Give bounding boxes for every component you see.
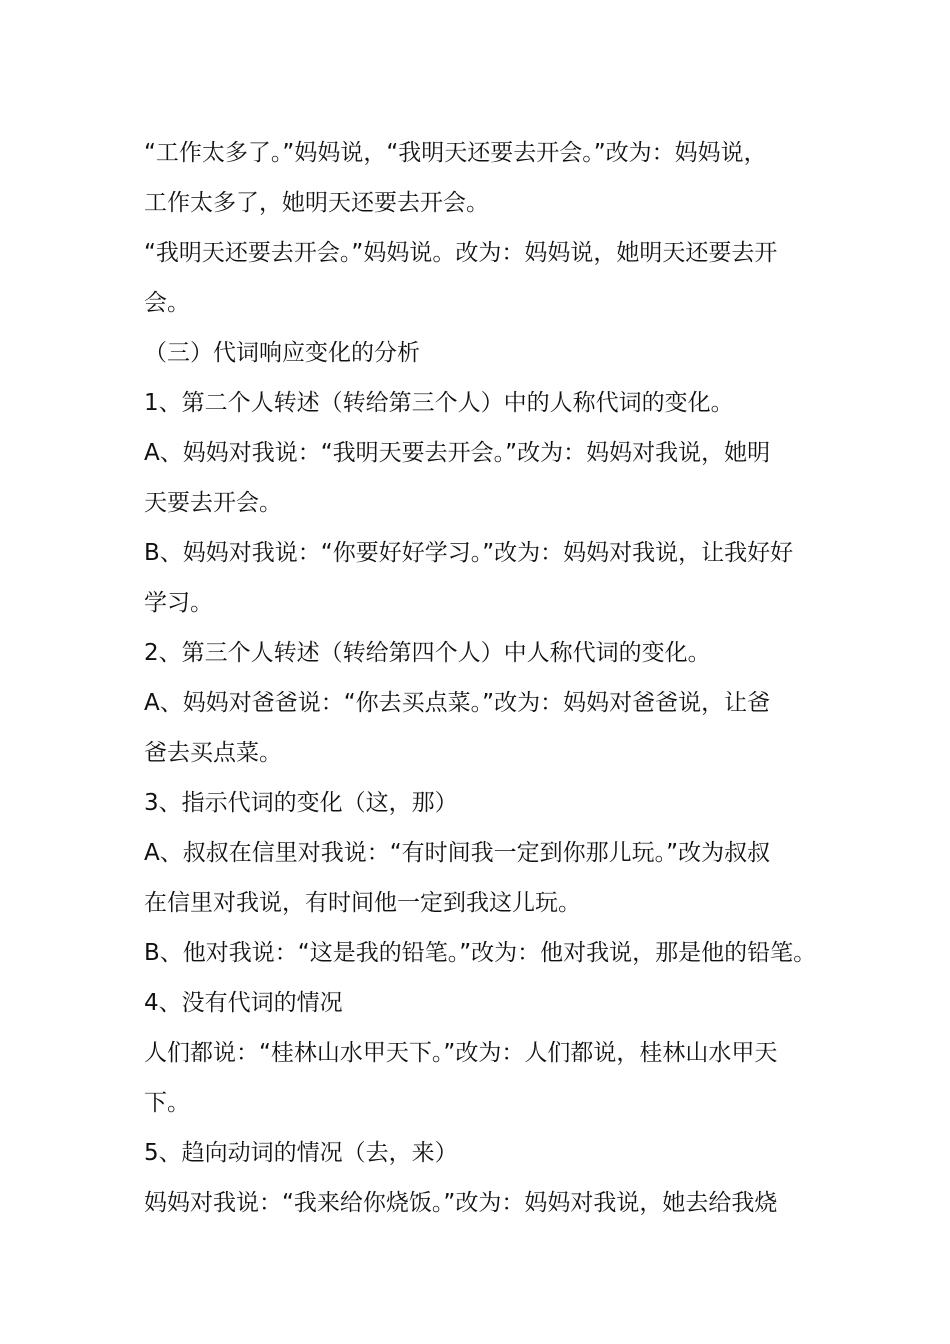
text-line: 4、没有代词的情况 (144, 990, 343, 1016)
text-line: A、叔叔在信里对我说：“有时间我一定到你那儿玩。”改为叔叔 (144, 840, 771, 866)
text-line: 妈妈对我说：“我来给你烧饭。”改为：妈妈对我说，她去给我烧 (144, 1190, 778, 1216)
text-line: A、妈妈对爸爸说：“你去买点菜。”改为：妈妈对爸爸说，让爸 (144, 690, 771, 716)
section-heading: （三）代词响应变化的分析 (144, 340, 420, 366)
text-line: 爸去买点菜。 (144, 740, 282, 766)
text-line: 工作太多了，她明天还要去开会。 (144, 190, 489, 216)
text-line: 学习。 (144, 590, 213, 616)
text-line: “我明天还要去开会。”妈妈说。改为：妈妈说，她明天还要去开 (144, 240, 778, 266)
text-line: 3、指示代词的变化（这，那） (144, 790, 458, 816)
text-line: “工作太多了。”妈妈说，“我明天还要去开会。”改为：妈妈说， (144, 140, 767, 166)
text-line: 会。 (144, 290, 190, 316)
text-line: 人们都说：“桂林山水甲天下。”改为：人们都说，桂林山水甲天 (144, 1040, 778, 1066)
text-line: 5、趋向动词的情况（去，来） (144, 1140, 458, 1166)
text-line: A、妈妈对我说：“我明天要去开会。”改为：妈妈对我说，她明 (144, 440, 771, 466)
text-line: 在信里对我说，有时间他一定到我这儿玩。 (144, 890, 581, 916)
text-line: B、妈妈对我说：“你要好好学习。”改为：妈妈对我说，让我好好 (144, 540, 794, 566)
text-line: 天要去开会。 (144, 490, 282, 516)
text-line: 下。 (144, 1090, 190, 1116)
text-line: B、他对我说：“这是我的铅笔。”改为：他对我说，那是他的铅笔。 (144, 940, 817, 966)
text-line: 2、第三个人转述（转给第四个人）中人称代词的变化。 (144, 640, 711, 666)
text-line: 1、第二个人转述（转给第三个人）中的人称代词的变化。 (144, 390, 734, 416)
document-body (144, 128, 834, 1228)
